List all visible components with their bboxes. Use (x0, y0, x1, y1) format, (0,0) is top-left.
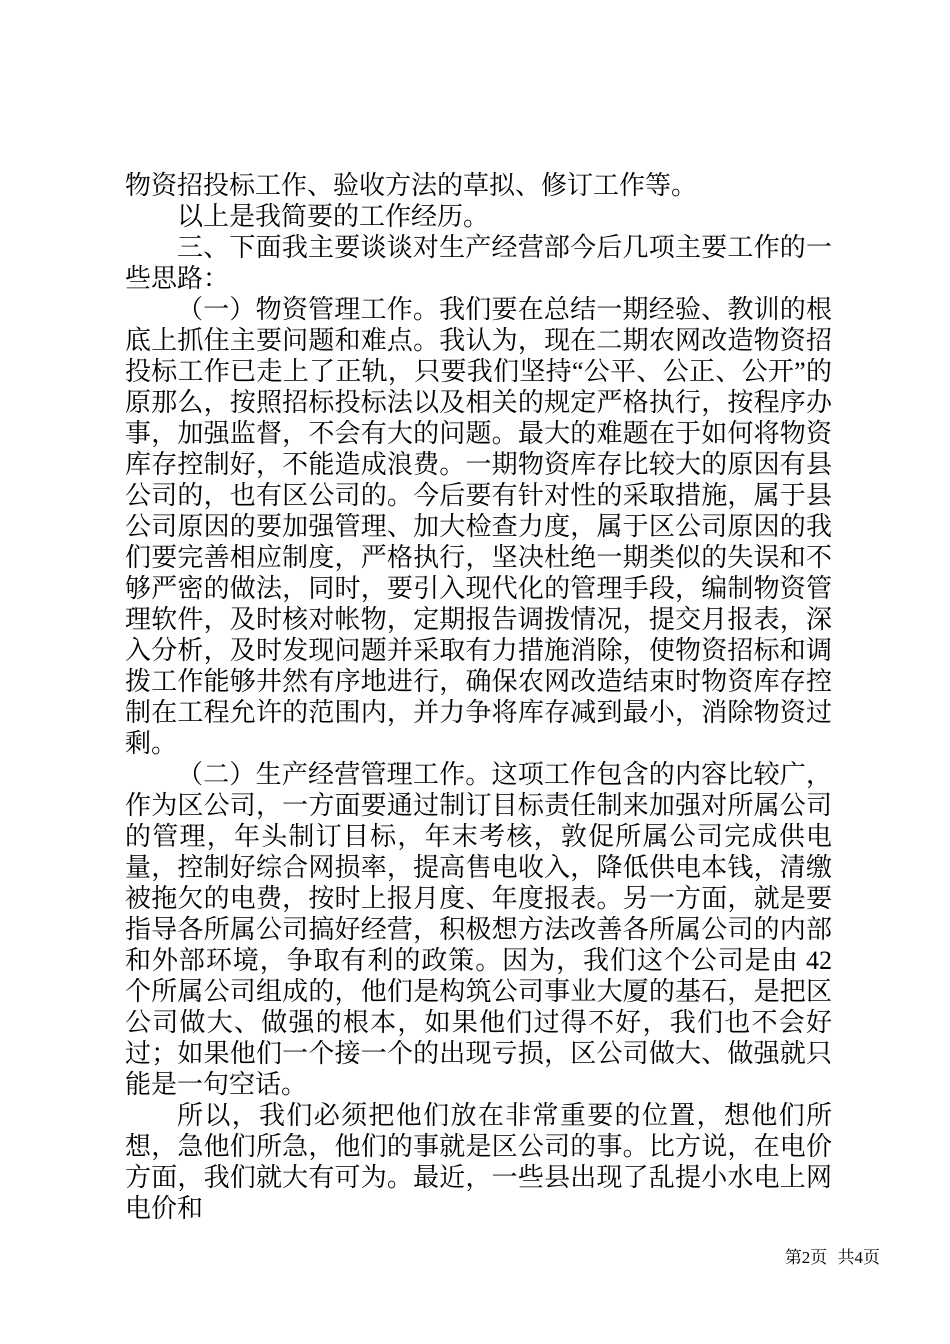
paragraph-item-one: （一）物资管理工作。我们要在总结一期经验、教训的根底上抓住主要问题和难点。我认为，现在二期农网改造物资招投标工作已走上了正轨，只要我们坚持“公平、公正、公开”的原那么，按照招标投标法以及相关的规定严格执行，按程序办事，加强监督，不会有大的问题。最大的难题在于如何将物资库存控制好，不能造成浪费。一期物资库存比较大的原因有县公司的，也有区公司的。今后要有针对性的采取措施，属于县公司原因的要加强管理、加大检查力度，属于区公司原因的我们要完善相应制度，严格执行，坚决杜绝一期类似的失误和不够严密的做法，同时，要引入现代化的管理手段，编制物资管理软件，及时核对帐物，定期报告调拨情况，提交月报表，深入分析，及时发现问题并采取有力措施消除，使物资招标和调拨工作能够井然有序地进行，确保农网改造结束时物资库存控制在工程允许的范围内，并力争将库存减到最小，消除物资过剩。 (125, 295, 832, 758)
paragraph: 以上是我简要的工作经历。 (177, 202, 490, 231)
paragraph: 所以，我们必须把他们放在非常重要的位置，想他们所想，急他们所急，他们的事就是区公司的事。比方说，在电价方面，我们就大有可为。最近，一些县出现了乱提小水电上网电价和 (125, 1101, 832, 1223)
page-number-label: 第2页 (784, 1248, 828, 1267)
paragraph-continuation: 物资招投标工作、验收方法的草拟、修订工作等。 (125, 171, 698, 200)
page-total-label: 共4页 (837, 1248, 880, 1267)
paragraph-item-two: （二）生产经营管理工作。这项工作包含的内容比较广，作为区公司，一方面要通过制订目标责任制来加强对所属公司的管理，年头制订目标，年末考核，敦促所属公司完成供电量，控制好综合网损率，提高售电收入，降低供电本钱，清缴被拖欠的电费，按时上报月度、年度报表。另一方面，就是要指导各所属公司搞好经营，积极想方法改善各所属公司的内部和外部环境，争取有利的政策。因为，我们这个公司是由 42 个所属公司组成的，他们是构筑公司事业大厦的基石，是把区公司做大、做强的根本，如果他们过得不好，我们也不会好过；如果他们一个接一个的出现亏损，区公司做大、做强就只能是一句空话。 (125, 760, 832, 1099)
page-footer (785, 1248, 880, 1268)
paragraph-section-heading: 三、下面我主要谈谈对生产经营部今后几项主要工作的一些思路： (125, 233, 832, 293)
document-body (125, 170, 832, 1224)
